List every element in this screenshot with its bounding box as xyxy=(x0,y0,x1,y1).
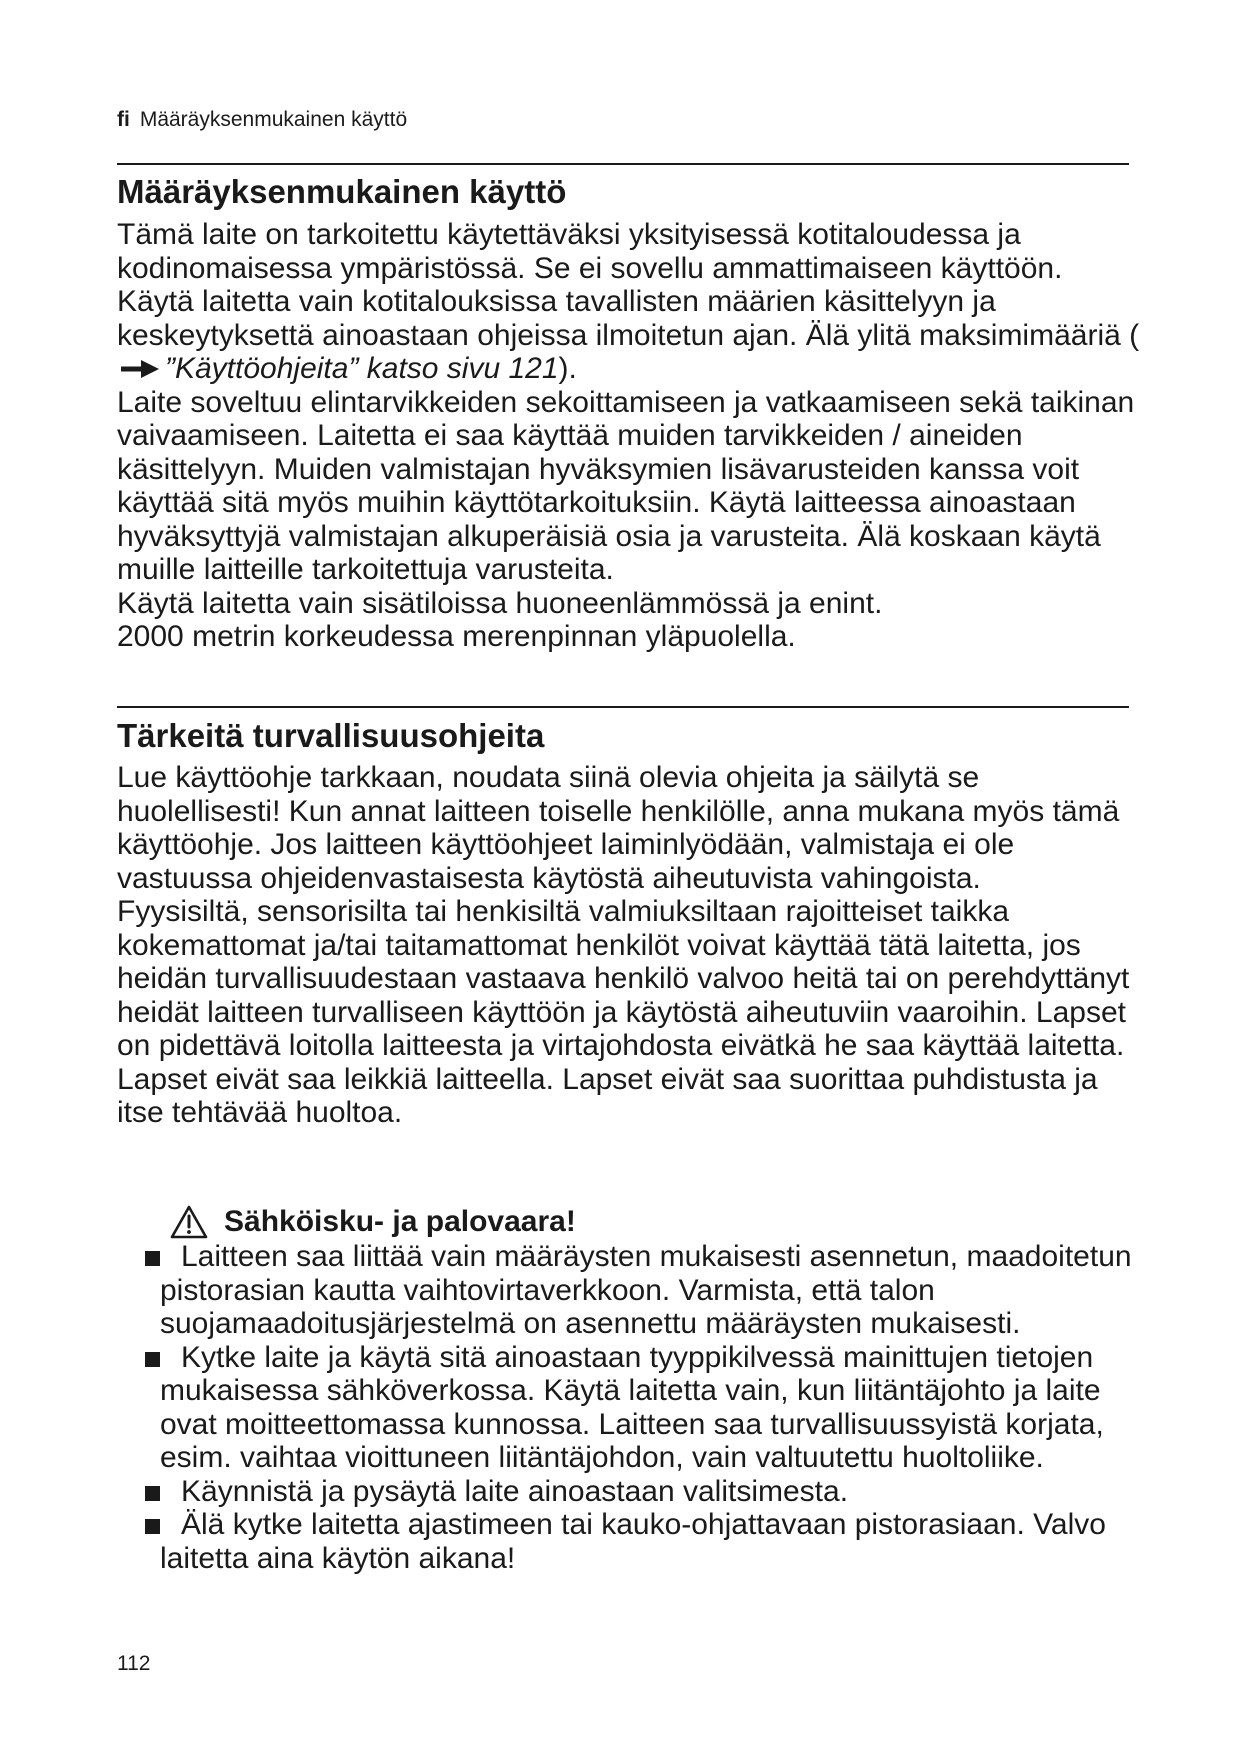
page-number: 112 xyxy=(117,1652,151,1675)
section-body-intended-use xyxy=(117,218,1147,654)
list-item: Käynnistä ja pysäytä laite ainoastaan valitsimesta. xyxy=(145,1475,1145,1509)
bullet-square-icon xyxy=(145,1486,160,1501)
warning-title: Sähköisku- ja palovaara! xyxy=(224,1205,576,1238)
paragraph: Fyysisiltä, sensorisilta tai henkisiltä valmiuksiltaan rajoitteiset taikka kokemattomat ja/tai taitamattomat henkilöt voivat käyttää tätä laitetta, jos heidän turvallisuudestaan vastaava henkilö valvoo heitä tai on perehdyttänyt heidät laitteen turvalliseen käyttöön ja käytöstä aiheutuviin vaaroihin. Lapset on pidettävä loitolla laitteesta ja virtajohdosta eivätkä he saa käyttää laitetta. Lapset eivät saa leikkiä laitteella. Lapset eivät saa suorittaa puhdistusta ja itse tehtävää huoltoa. xyxy=(117,895,1130,1129)
running-header-title: Määräyksenmukainen käyttö xyxy=(139,108,408,131)
paragraph: Laite soveltuu elintarvikkeiden sekoittamiseen ja vatkaamiseen sekä taikinan vaivaamiseen. Laitetta ei saa käyttää muiden tarvikkeiden / aineiden käsittelyyn. Muiden valmistajan hyväksymien lisävarusteiden kanssa voit käyttää sitä myös muihin käyttötarkoituksiin. Käytä laitteessa ainoastaan hyväksyttyjä valmistajan alkuperäisiä osia ja varusteita. Älä koskaan käytä muille laitteille tarkoitettuja varusteita. xyxy=(117,385,1135,586)
section-heading-intended-use: Määräyksenmukainen käyttö xyxy=(117,173,567,210)
paragraph: Tämä laite on tarkoitettu käytettäväksi yksityisessä kotitaloudessa ja kodinomaisessa ympäristössä. Se ei sovellu ammattimaiseen käyttöön. Käytä laitetta vain kotitalouksissa tavallisten määrien käsittelyyn ja keskeytyksettä ainoastaan ohjeissa ilmoitetun ajan. Älä ylitä maksimimääriä (”Käyttöohjeita” katso sivu 121). xyxy=(117,218,1140,385)
section-divider xyxy=(117,706,1129,708)
running-header xyxy=(117,107,407,133)
language-code: fi xyxy=(117,108,130,131)
safety-bullet-list xyxy=(145,1240,1145,1575)
section-body-safety xyxy=(117,761,1147,1130)
paragraph: Lue käyttöohje tarkkaan, noudata siinä olevia ohjeita ja säilytä se huolellisesti! Kun annat laitteen toiselle henkilölle, anna mukana myös tämä käyttöohje. Jos laitteen käyttöohjeet laiminlyödään, valmistaja ei ole vastuussa ohjeidenvastaisesta käytöstä aiheutuvista vahingoista. xyxy=(117,761,1120,895)
bullet-square-icon xyxy=(145,1352,160,1367)
warning-heading xyxy=(170,1205,576,1239)
bullet-square-icon xyxy=(145,1251,160,1266)
bullet-square-icon xyxy=(145,1519,160,1534)
paragraph: Käytä laitetta vain sisätiloissa huoneenlämmössä ja enint. 2000 metrin korkeudessa merenpinnan yläpuolella. xyxy=(117,586,883,653)
cross-reference-link[interactable]: ”Käyttöohjeita” katso sivu 121 xyxy=(165,352,559,385)
section-divider xyxy=(117,163,1129,165)
list-item: Kytke laite ja käytä sitä ainoastaan tyyppikilvessä mainittujen tietojen mukaisessa sähköverkossa. Käytä laitetta vain, kun liitäntäjohto ja laite ovat moitteettomassa kunnossa. Laitteen saa turvallisuussyistä korjata, esim. vaihtaa vioittuneen liitäntäjohdon, vain valtuutettu huoltoliike. xyxy=(145,1341,1145,1475)
section-heading-safety: Tärkeitä turvallisuusohjeita xyxy=(117,717,545,754)
list-item: Laitteen saa liittää vain määräysten mukaisesti asennetun, maadoitetun pistorasian kautta vaihtovirtaverkkoon. Varmista, että talon suojamaadoitusjärjestelmä on asennettu määräysten mukaisesti. xyxy=(145,1240,1145,1341)
arrow-right-icon xyxy=(119,358,161,380)
warning-triangle-icon xyxy=(170,1205,208,1239)
list-item: Älä kytke laitetta ajastimeen tai kauko-ohjattavaan pistorasiaan. Valvo laitetta aina käytön aikana! xyxy=(145,1508,1145,1575)
